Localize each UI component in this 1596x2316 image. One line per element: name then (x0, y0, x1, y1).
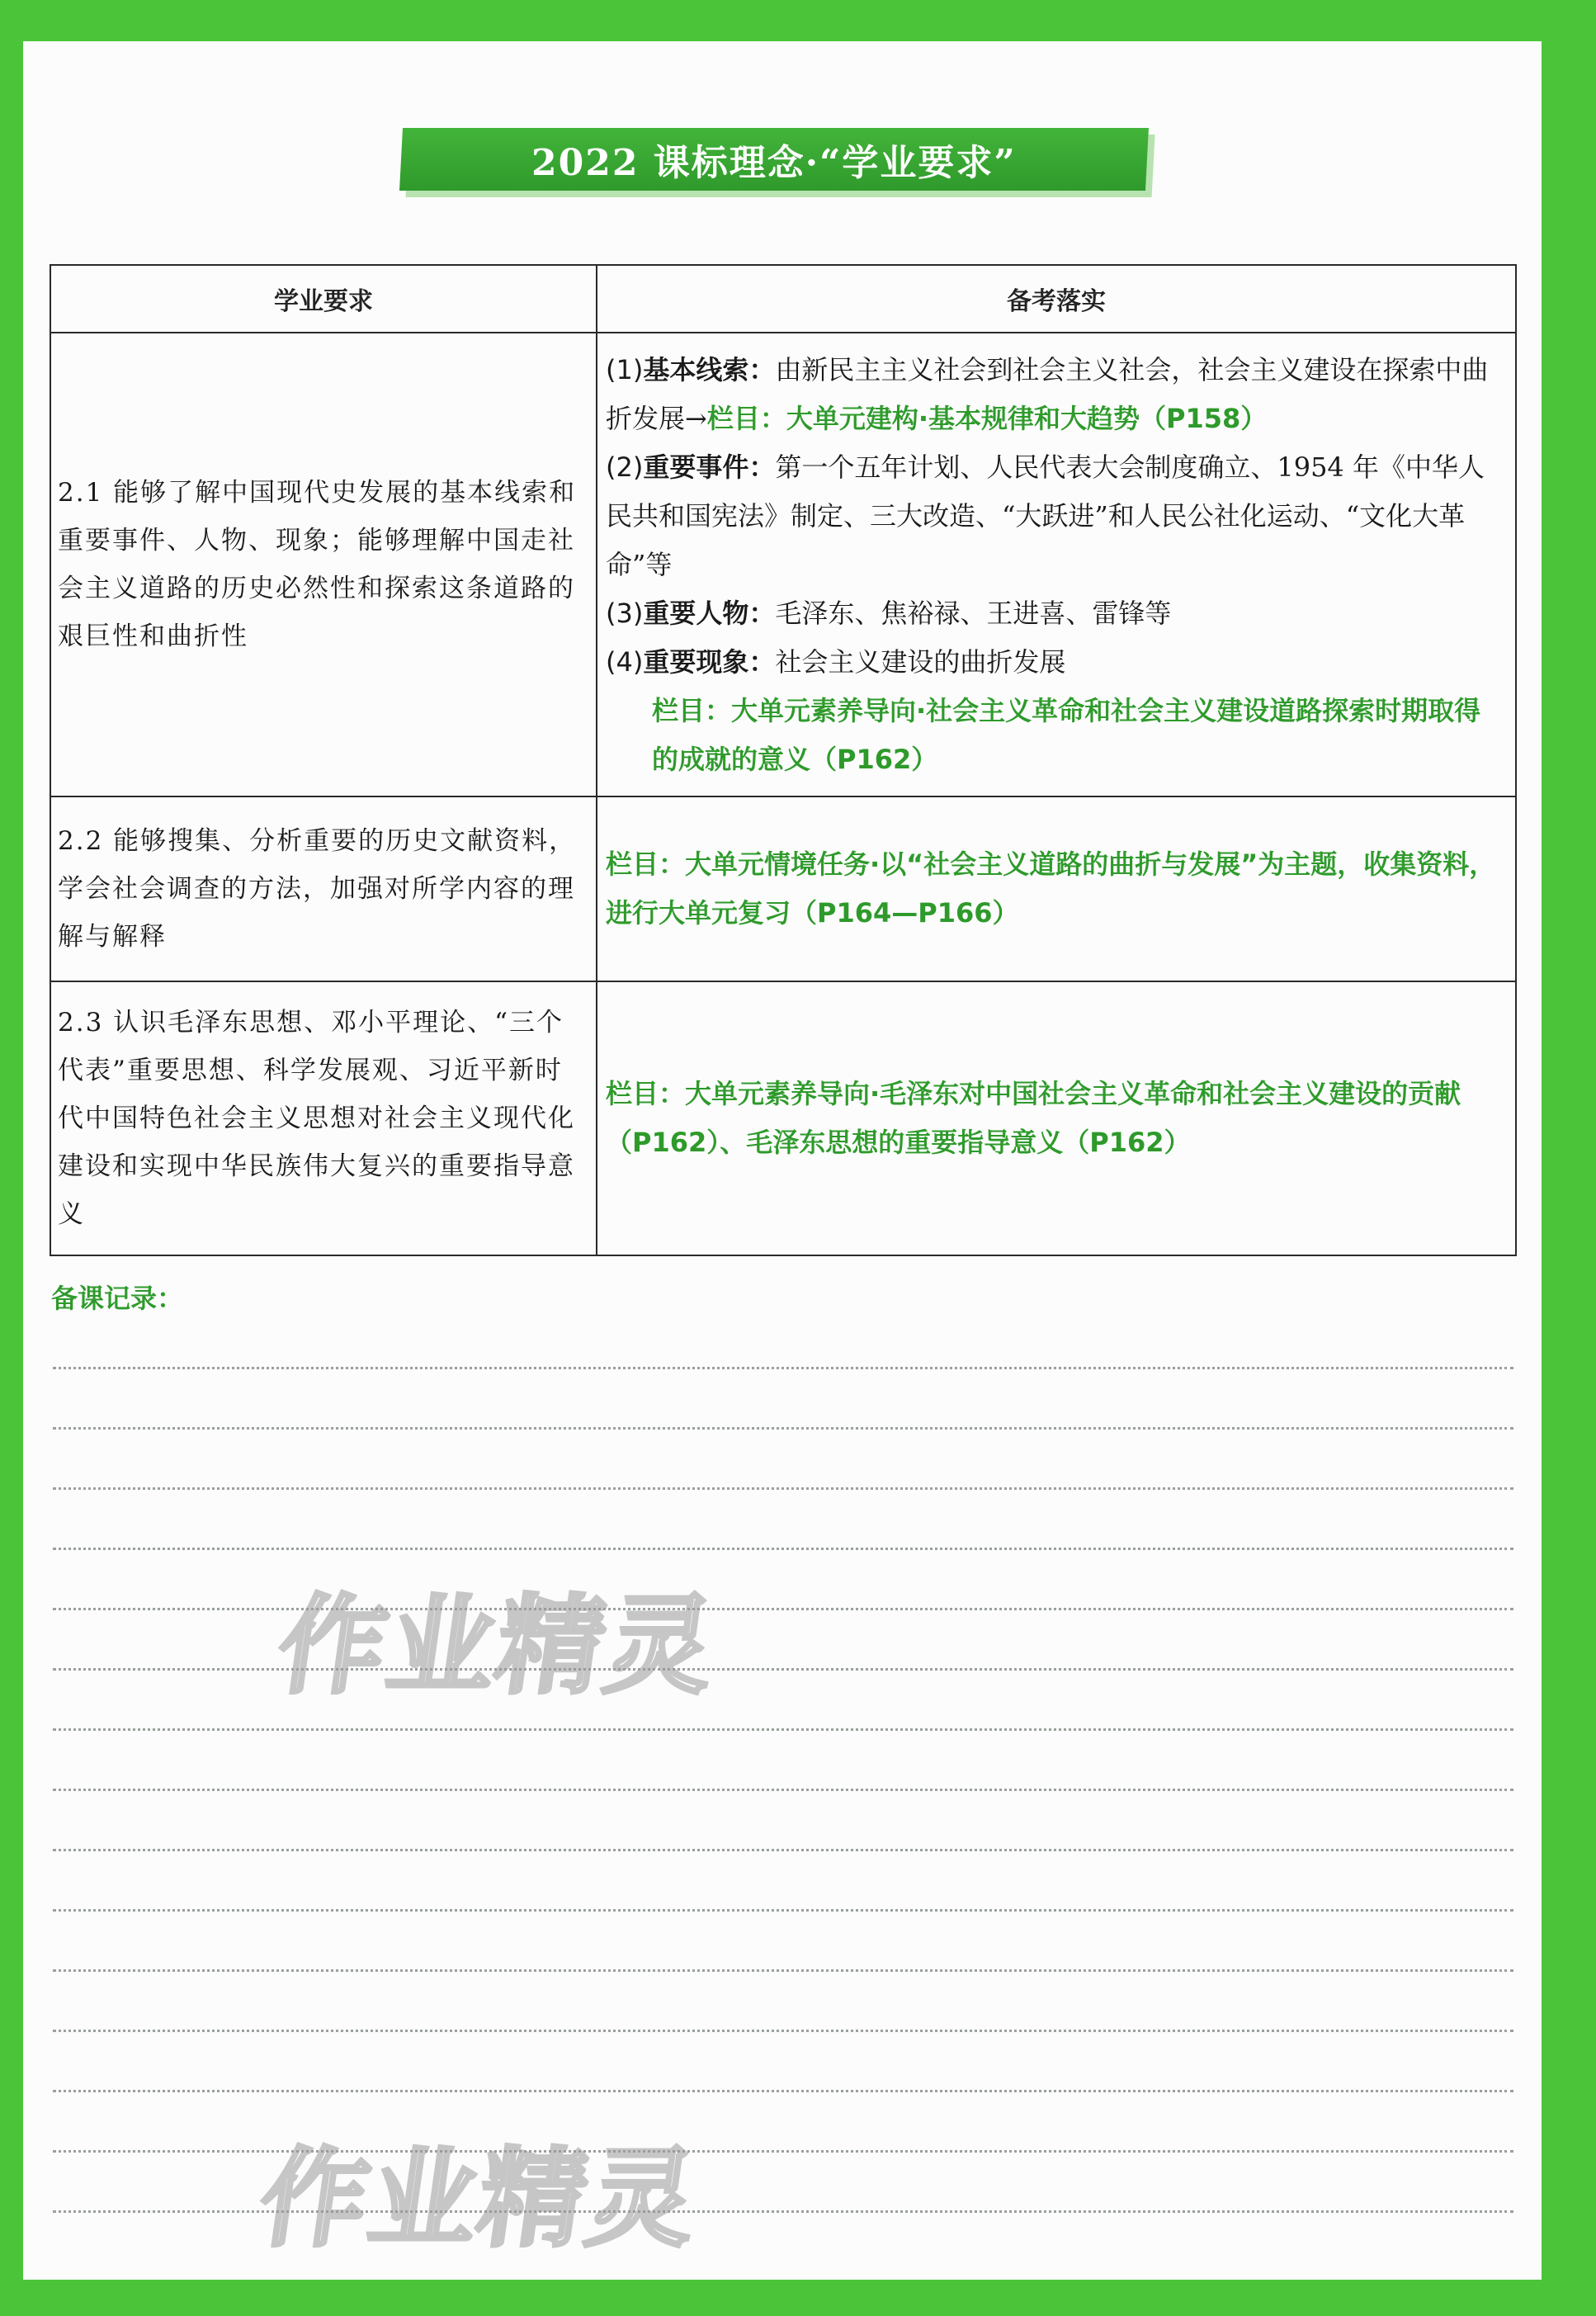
title-banner (399, 128, 1149, 191)
note-line (53, 2090, 1513, 2092)
list-item: (1)基本线索：由新民主主义社会到社会主义社会，社会主义建设在探索中曲折发展→栏目：大单元建构·基本规律和大趋势（P158） (606, 353, 1489, 434)
note-line (53, 2030, 1513, 2032)
note-line (53, 1849, 1513, 1851)
table-row (50, 333, 1516, 796)
preparation-cell (597, 333, 1516, 796)
watermark: 作业精灵 (270, 1583, 725, 1709)
table-header-row (50, 265, 1516, 333)
note-line (53, 1487, 1513, 1490)
watermark: 作业精灵 (252, 2136, 706, 2262)
table-row (50, 796, 1516, 981)
header-preparation: 备考落实 (597, 265, 1516, 333)
column-reference: 栏目：大单元建构·基本规律和大趋势（P158） (706, 402, 1268, 434)
note-line (53, 1668, 1513, 1671)
note-line (53, 1969, 1513, 1972)
list-item: (3)重要人物：毛泽东、焦裕禄、王进喜、雷锋等 (606, 597, 1172, 629)
column-reference: 栏目：大单元素养导向·社会主义革命和社会主义建设道路探索时期取得的成就的意义（P162） (652, 694, 1481, 775)
note-line (53, 1548, 1513, 1550)
note-line (53, 1367, 1513, 1369)
preparation-cell: 栏目：大单元素养导向·毛泽东对中国社会主义革命和社会主义建设的贡献（P162）、毛泽东思想的重要指导意义（P162） (597, 981, 1516, 1255)
note-line (53, 1728, 1513, 1731)
requirement-cell: 2.2 能够搜集、分析重要的历史文献资料，学会社会调查的方法，加强对所学内容的理解与解释 (50, 796, 597, 981)
note-line (53, 1789, 1513, 1791)
list-item: (2)重要事件：第一个五年计划、人民代表大会制度确立、1954 年《中华人民共和国宪法》制定、三大改造、“大跃进”和人民公社化运动、“文化大革命”等 (606, 451, 1485, 580)
requirements-table (50, 264, 1517, 1256)
note-line (53, 1427, 1513, 1430)
list-item: (4)重要现象：社会主义建设的曲折发展 (606, 645, 1066, 678)
requirement-cell: 2.1 能够了解中国现代史发展的基本线索和重要事件、人物、现象；能够理解中国走社会主义道路的历史必然性和探索这条道路的艰巨性和曲折性 (50, 333, 597, 796)
header-requirement: 学业要求 (50, 265, 597, 333)
table-row (50, 981, 1516, 1255)
note-line (53, 1909, 1513, 1912)
note-line (53, 1608, 1513, 1610)
notes-label: 备课记录： (51, 1283, 184, 1314)
preparation-cell: 栏目：大单元情境任务·以“社会主义道路的曲折与发展”为主题，收集资料，进行大单元复习（P164—P166） (597, 796, 1516, 981)
requirement-cell: 2.3 认识毛泽东思想、邓小平理论、“三个代表”重要思想、科学发展观、习近平新时代中国特色社会主义思想对社会主义现代化建设和实现中华民族伟大复兴的重要指导意义 (50, 981, 597, 1255)
page-title: 2022 课标理念·“学业要求” (531, 142, 1017, 184)
